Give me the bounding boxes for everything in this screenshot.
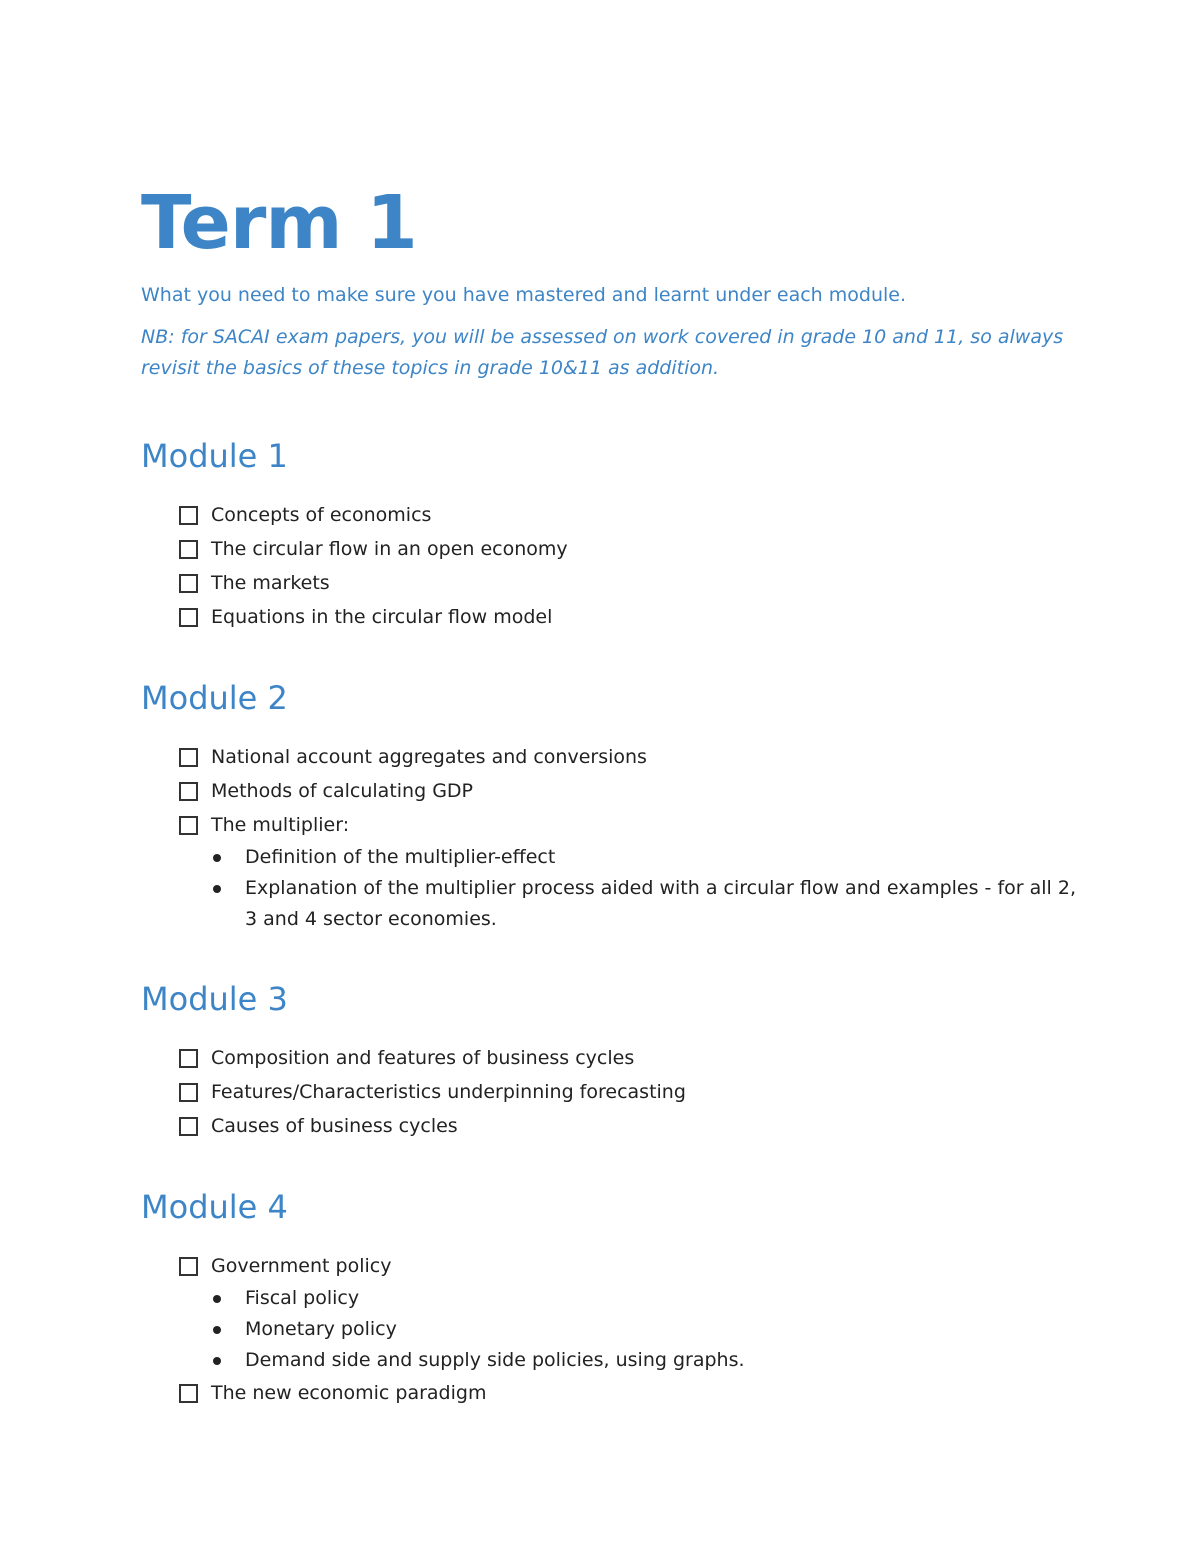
module-1-heading: Module 1 (141, 437, 288, 475)
bullet-item (211, 1314, 1081, 1345)
bullet-icon (213, 1326, 221, 1334)
checklist-item (179, 600, 1081, 634)
module-2-checklist (141, 740, 1081, 842)
checklist-item (179, 1041, 1081, 1075)
checkbox-icon[interactable] (179, 540, 198, 559)
bullet-item (211, 1345, 1081, 1376)
checklist-item-label: Government policy (211, 1255, 392, 1277)
bullet-item (211, 1283, 1081, 1314)
bullet-item-label: Definition of the multiplier-effect (245, 846, 556, 868)
checklist-item (179, 774, 1081, 808)
module-4-heading: Module 4 (141, 1188, 288, 1226)
bullet-item (211, 873, 1081, 935)
checklist-item (179, 1109, 1081, 1143)
checklist-item-label: National account aggregates and conversions (211, 746, 647, 768)
checklist-item (179, 1249, 1081, 1283)
module-4-checklist (141, 1249, 1081, 1283)
bullet-icon (213, 1295, 221, 1303)
checklist-item-label: Equations in the circular flow model (211, 606, 553, 628)
checkbox-icon[interactable] (179, 1384, 198, 1403)
government-policy-sublist (141, 1283, 1081, 1376)
checklist-item (179, 532, 1081, 566)
bullet-item-label: Explanation of the multiplier process aided with a circular flow and examples - for all 2, 3 and 4 sector economies. (245, 877, 1076, 930)
checklist-item (179, 566, 1081, 600)
checklist-item-label: The circular flow in an open economy (211, 538, 568, 560)
exam-note: NB: for SACAI exam papers, you will be assessed on work covered in grade 10 and 11, so always revisit the basics of these topics in grade 10&11 as addition. (141, 326, 1064, 379)
checklist-item (179, 808, 1081, 842)
checkbox-icon[interactable] (179, 1117, 198, 1136)
checklist-item-label: The markets (211, 572, 330, 594)
checkbox-icon[interactable] (179, 1257, 198, 1276)
checkbox-icon[interactable] (179, 782, 198, 801)
module-3-heading: Module 3 (141, 980, 288, 1018)
module-2-heading: Module 2 (141, 679, 288, 717)
bullet-item-label: Monetary policy (245, 1318, 397, 1340)
checklist-item (179, 740, 1081, 774)
bullet-icon (213, 854, 221, 862)
checklist-item-label: Methods of calculating GDP (211, 780, 474, 802)
checklist-item-label: Composition and features of business cycles (211, 1047, 635, 1069)
checkbox-icon[interactable] (179, 506, 198, 525)
checkbox-icon[interactable] (179, 1049, 198, 1068)
page-subtitle: What you need to make sure you have mastered and learnt under each module. (141, 284, 906, 306)
checklist-item (179, 1075, 1081, 1109)
multiplier-sublist (141, 842, 1081, 935)
checkbox-icon[interactable] (179, 574, 198, 593)
module-1-checklist (141, 498, 1081, 634)
checklist-item-label: The new economic paradigm (211, 1382, 487, 1404)
bullet-item-label: Fiscal policy (245, 1287, 360, 1309)
module-3-checklist (141, 1041, 1081, 1143)
checklist-item-label: Causes of business cycles (211, 1115, 458, 1137)
document-page (141, 178, 1081, 1410)
module-4-checklist-continued (141, 1376, 1081, 1410)
checklist-item (179, 498, 1081, 532)
checklist-item-label: Concepts of economics (211, 504, 432, 526)
checkbox-icon[interactable] (179, 816, 198, 835)
checklist-item-label: Features/Characteristics underpinning forecasting (211, 1081, 686, 1103)
bullet-icon (213, 1357, 221, 1365)
bullet-item (211, 842, 1081, 873)
checkbox-icon[interactable] (179, 608, 198, 627)
page-title: Term 1 (141, 180, 417, 266)
checkbox-icon[interactable] (179, 1083, 198, 1102)
checklist-item-label: The multiplier: (211, 814, 350, 836)
checkbox-icon[interactable] (179, 748, 198, 767)
bullet-item-label: Demand side and supply side policies, using graphs. (245, 1349, 745, 1371)
bullet-icon (213, 885, 221, 893)
checklist-item (179, 1376, 1081, 1410)
